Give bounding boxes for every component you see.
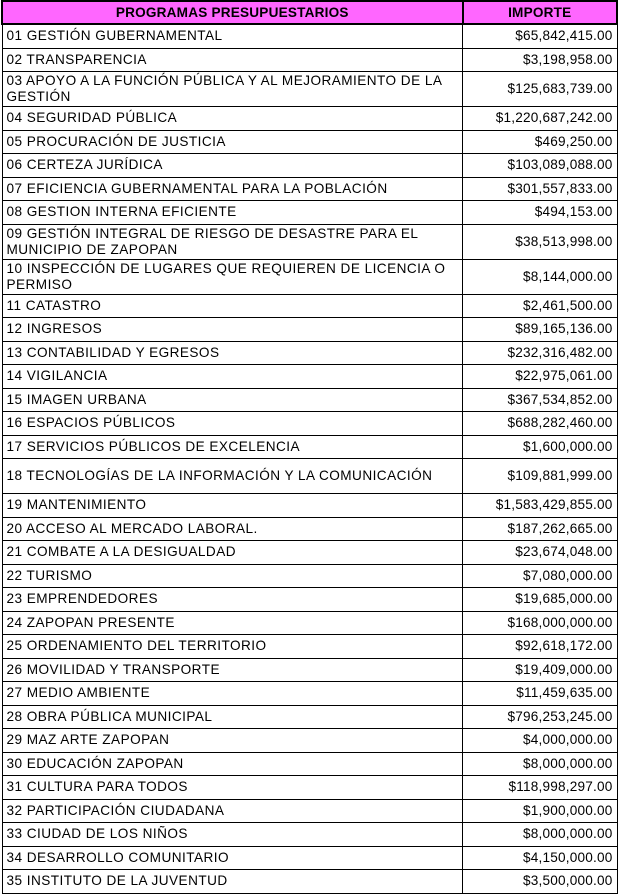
amount-cell: $1,900,000.00 [463, 799, 618, 823]
amount-cell: $232,316,482.00 [463, 341, 618, 365]
program-name-cell: 19 MANTENIMIENTO [2, 494, 463, 518]
program-name-cell: 07 EFICIENCIA GUBERNAMENTAL PARA LA POBLACIÓN [2, 177, 463, 201]
table-row [2, 388, 617, 412]
table-row [2, 799, 617, 823]
table-row [2, 201, 617, 225]
table-row [2, 611, 617, 635]
amount-cell: $187,262,665.00 [463, 517, 618, 541]
table-row [2, 365, 617, 389]
program-name-cell: 05 PROCURACIÓN DE JUSTICIA [2, 130, 463, 154]
table-body [2, 24, 617, 893]
program-name-cell: 29 MAZ ARTE ZAPOPAN [2, 729, 463, 753]
program-name-cell: 28 OBRA PÚBLICA MUNICIPAL [2, 705, 463, 729]
program-name-cell: 11 CATASTRO [2, 294, 463, 318]
amount-cell: $688,282,460.00 [463, 412, 618, 436]
amount-cell: $8,000,000.00 [463, 823, 618, 847]
amount-column-header: IMPORTE [463, 1, 618, 24]
table-row [2, 318, 617, 342]
amount-cell: $4,000,000.00 [463, 729, 618, 753]
program-name-cell: 20 ACCESO AL MERCADO LABORAL. [2, 517, 463, 541]
table-row [2, 846, 617, 870]
table-row [2, 130, 617, 154]
amount-cell: $1,583,429,855.00 [463, 494, 618, 518]
program-name-cell: 30 EDUCACIÓN ZAPOPAN [2, 752, 463, 776]
table-row [2, 635, 617, 659]
program-name-cell: 03 APOYO A LA FUNCIÓN PÚBLICA Y AL MEJORAMIENTO DE LA GESTIÓN [2, 72, 463, 107]
table-row [2, 517, 617, 541]
program-name-cell: 27 MEDIO AMBIENTE [2, 682, 463, 706]
amount-cell: $2,461,500.00 [463, 294, 618, 318]
program-name-cell: 17 SERVICIOS PÚBLICOS DE EXCELENCIA [2, 435, 463, 459]
table-row [2, 24, 617, 48]
amount-cell: $118,998,297.00 [463, 776, 618, 800]
amount-cell: $1,600,000.00 [463, 435, 618, 459]
amount-cell: $469,250.00 [463, 130, 618, 154]
amount-cell: $92,618,172.00 [463, 635, 618, 659]
table-row [2, 259, 617, 294]
table-row [2, 107, 617, 131]
program-name-cell: 23 EMPRENDEDORES [2, 588, 463, 612]
table-row [2, 294, 617, 318]
amount-cell: $38,513,998.00 [463, 224, 618, 259]
table-row [2, 224, 617, 259]
amount-cell: $1,220,687,242.00 [463, 107, 618, 131]
program-name-cell: 24 ZAPOPAN PRESENTE [2, 611, 463, 635]
budget-programs-table [1, 0, 618, 894]
amount-cell: $796,253,245.00 [463, 705, 618, 729]
table-row [2, 752, 617, 776]
table-row [2, 588, 617, 612]
table-row [2, 341, 617, 365]
table-row [2, 412, 617, 436]
program-name-cell: 21 COMBATE A LA DESIGUALDAD [2, 541, 463, 565]
program-name-cell: 08 GESTION INTERNA EFICIENTE [2, 201, 463, 225]
table-row [2, 682, 617, 706]
table-row [2, 823, 617, 847]
amount-cell: $22,975,061.00 [463, 365, 618, 389]
table-row [2, 459, 617, 494]
amount-cell: $19,409,000.00 [463, 658, 618, 682]
table-row [2, 177, 617, 201]
program-name-cell: 09 GESTIÓN INTEGRAL DE RIESGO DE DESASTRE PARA EL MUNICIPIO DE ZAPOPAN [2, 224, 463, 259]
program-name-cell: 16 ESPACIOS PÚBLICOS [2, 412, 463, 436]
amount-cell: $8,000,000.00 [463, 752, 618, 776]
table-row [2, 435, 617, 459]
amount-cell: $19,685,000.00 [463, 588, 618, 612]
amount-cell: $89,165,136.00 [463, 318, 618, 342]
table-row [2, 776, 617, 800]
program-name-cell: 01 GESTIÓN GUBERNAMENTAL [2, 24, 463, 48]
table-row [2, 72, 617, 107]
program-name-cell: 25 ORDENAMIENTO DEL TERRITORIO [2, 635, 463, 659]
table-header-row [2, 1, 617, 24]
program-name-cell: 14 VIGILANCIA [2, 365, 463, 389]
program-name-cell: 02 TRANSPARENCIA [2, 48, 463, 72]
program-name-cell: 35 INSTITUTO DE LA JUVENTUD [2, 870, 463, 894]
program-name-cell: 15 IMAGEN URBANA [2, 388, 463, 412]
table-row [2, 870, 617, 894]
table-row [2, 658, 617, 682]
amount-cell: $3,198,958.00 [463, 48, 618, 72]
amount-cell: $8,144,000.00 [463, 259, 618, 294]
program-name-cell: 22 TURISMO [2, 564, 463, 588]
amount-cell: $301,557,833.00 [463, 177, 618, 201]
amount-cell: $494,153.00 [463, 201, 618, 225]
amount-cell: $367,534,852.00 [463, 388, 618, 412]
amount-cell: $23,674,048.00 [463, 541, 618, 565]
table-row [2, 541, 617, 565]
program-name-cell: 33 CIUDAD DE LOS NIÑOS [2, 823, 463, 847]
program-name-cell: 18 TECNOLOGÍAS DE LA INFORMACIÓN Y LA COMUNICACIÓN [2, 459, 463, 494]
program-name-cell: 26 MOVILIDAD Y TRANSPORTE [2, 658, 463, 682]
amount-cell: $125,683,739.00 [463, 72, 618, 107]
program-name-cell: 31 CULTURA PARA TODOS [2, 776, 463, 800]
amount-cell: $4,150,000.00 [463, 846, 618, 870]
programs-column-header: PROGRAMAS PRESUPUESTARIOS [2, 1, 463, 24]
program-name-cell: 10 INSPECCIÓN DE LUGARES QUE REQUIEREN DE LICENCIA O PERMISO [2, 259, 463, 294]
amount-cell: $168,000,000.00 [463, 611, 618, 635]
amount-cell: $103,089,088.00 [463, 154, 618, 178]
amount-cell: $7,080,000.00 [463, 564, 618, 588]
program-name-cell: 04 SEGURIDAD PÚBLICA [2, 107, 463, 131]
program-name-cell: 12 INGRESOS [2, 318, 463, 342]
program-name-cell: 32 PARTICIPACIÓN CIUDADANA [2, 799, 463, 823]
program-name-cell: 13 CONTABILIDAD Y EGRESOS [2, 341, 463, 365]
amount-cell: $11,459,635.00 [463, 682, 618, 706]
table-row [2, 705, 617, 729]
table-row [2, 564, 617, 588]
table-row [2, 154, 617, 178]
program-name-cell: 34 DESARROLLO COMUNITARIO [2, 846, 463, 870]
table-row [2, 48, 617, 72]
amount-cell: $3,500,000.00 [463, 870, 618, 894]
table-row [2, 729, 617, 753]
amount-cell: $109,881,999.00 [463, 459, 618, 494]
amount-cell: $65,842,415.00 [463, 24, 618, 48]
program-name-cell: 06 CERTEZA JURÍDICA [2, 154, 463, 178]
table-row [2, 494, 617, 518]
